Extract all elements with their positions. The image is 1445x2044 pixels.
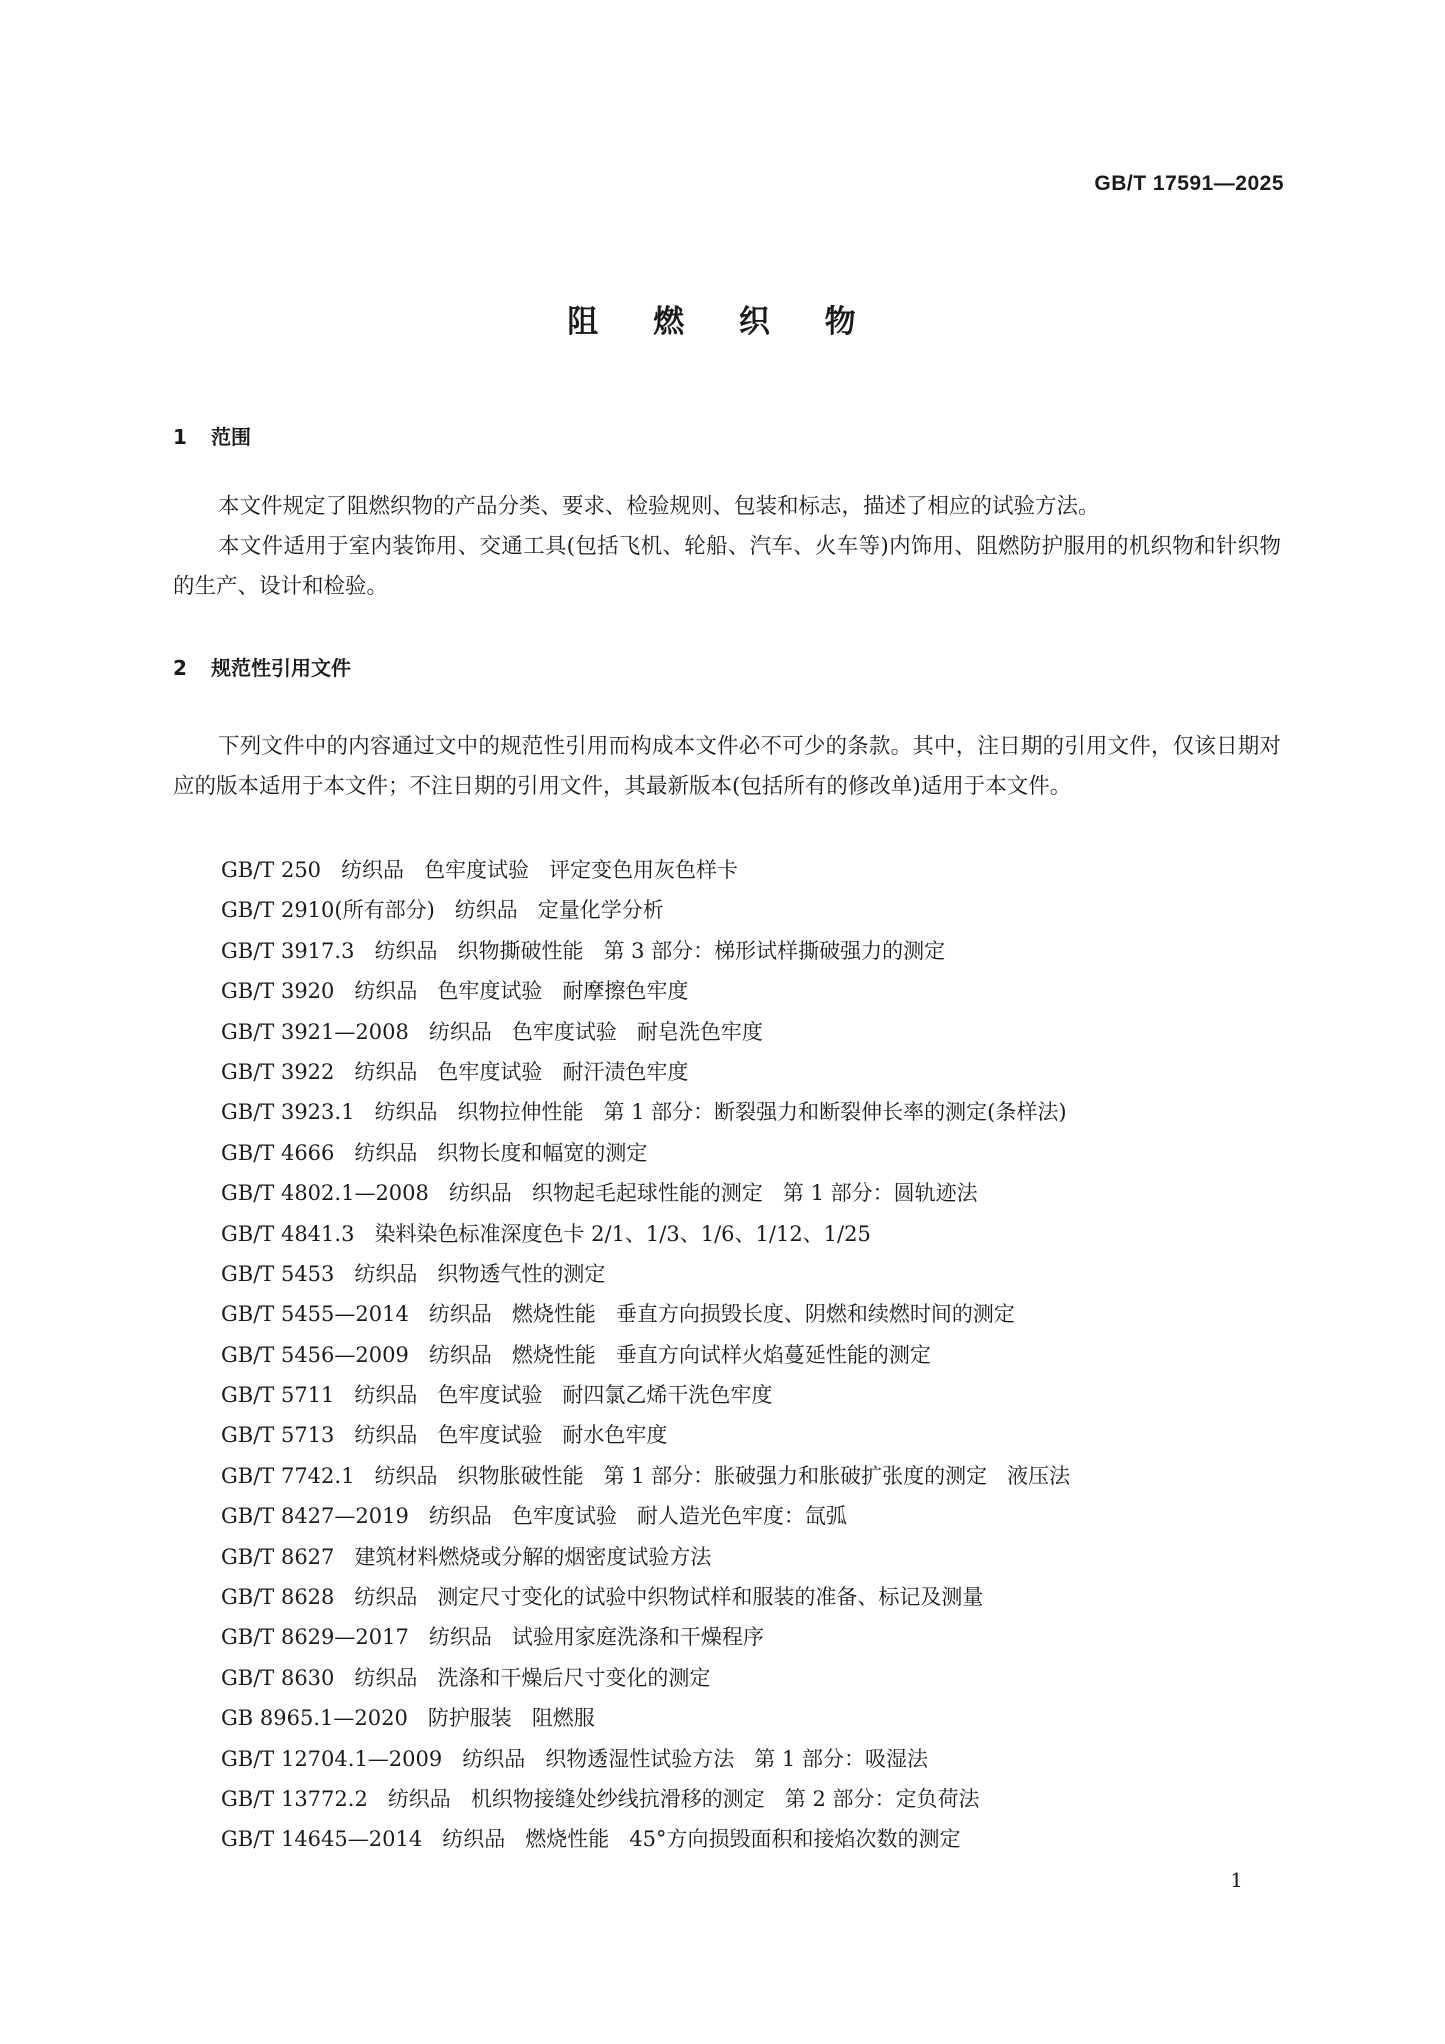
reference-title-part: 织物拉伸性能 [457,1100,584,1125]
reference-title-part: 纺织品 [354,1585,418,1610]
reference-title-part: 纺织品 [354,1665,418,1690]
reference-item [221,1092,1090,1132]
reference-title-part: 色牢度试验 [511,1019,617,1044]
reference-item [221,1375,1090,1415]
reference-code: GB/T 8427—2019 [221,1504,409,1529]
references-intro-paragraph: 下列文件中的内容通过文中的规范性引用而构成本文件必不可少的条款。其中，注日期的引用文件，仅该日期对应的版本适用于本文件；不注日期的引用文件，其最新版本(包括所有的修改单)适用于本文件。 [173,734,1281,799]
reference-title-part: 纺织品 [428,1504,492,1529]
reference-title-part: 燃烧性能 [511,1342,596,1367]
reference-code: GB/T 5456—2009 [221,1342,409,1367]
reference-title-part: 第 1 部分：圆轨迹法 [782,1181,978,1206]
reference-code: GB/T 4841.3 [221,1221,355,1246]
reference-title-part: 纺织品 [374,1100,438,1125]
reference-title-part: 纺织品 [428,1625,492,1650]
reference-item [221,1496,1090,1536]
reference-title-part: 耐汗渍色牢度 [562,1059,689,1084]
reference-code: GB/T 5455—2014 [221,1302,409,1327]
scope-paragraph-2: 本文件适用于室内装饰用、交通工具(包括飞机、轮船、汽车、火车等)内饰用、阻燃防护服用的机织物和针织物的生产、设计和检验。 [173,534,1281,599]
reference-title-part: 纺织品 [354,1140,418,1165]
reference-title-part: 耐皂洗色牢度 [636,1019,763,1044]
section-title: 规范性引用文件 [211,656,351,680]
reference-item [221,1617,1090,1657]
scope-paragraph-1: 本文件规定了阻燃织物的产品分类、要求、检验规则、包装和标志，描述了相应的试验方法。 [218,494,1100,519]
reference-title-part: 纺织品 [354,979,418,1004]
reference-title-part: 第 1 部分：胀破强力和胀破扩张度的测定 [603,1463,988,1488]
reference-title-part: 45°方向损毁面积和接焰次数的测定 [629,1827,961,1852]
reference-item [221,850,1090,890]
reference-code: GB/T 12704.1—2009 [221,1746,443,1771]
reference-code: GB/T 3922 [221,1059,335,1084]
reference-title-part: 纺织品 [354,1261,418,1286]
reference-title-part: 耐摩擦色牢度 [562,979,689,1004]
reference-title-part: 耐水色牢度 [562,1423,668,1448]
reference-code: GB/T 5711 [221,1383,335,1408]
reference-item [221,1456,1090,1496]
reference-title-part: 洗涤和干燥后尺寸变化的测定 [437,1665,711,1690]
reference-title-part: 色牢度试验 [437,1059,543,1084]
reference-title-part: 纺织品 [354,1059,418,1084]
reference-code: GB/T 5453 [221,1261,335,1286]
reference-title-part: 第 2 部分：定负荷法 [784,1786,980,1811]
reference-title-part: 燃烧性能 [525,1827,610,1852]
reference-item [221,1214,1090,1254]
reference-title-part: 第 1 部分：吸湿法 [754,1746,928,1771]
reference-title-part: 耐四氯乙烯干洗色牢度 [562,1383,773,1408]
document-title: 阻 燃 织 物 [567,304,878,340]
section-number: 2 [173,656,187,680]
reference-title-part: 纺织品 [341,858,405,882]
reference-title-part: 机织物接缝处纱线抗滑移的测定 [470,1786,765,1811]
reference-item [221,1577,1090,1617]
reference-item [221,1658,1090,1698]
reference-code: GB/T 8630 [221,1665,335,1690]
reference-title-part: 纺织品 [354,1383,418,1408]
reference-code: GB/T 3923.1 [221,1100,355,1125]
reference-code: GB/T 3920 [221,979,335,1004]
reference-item [221,1173,1090,1213]
reference-title-part: 定量化学分析 [537,898,664,923]
reference-item [221,1819,1090,1859]
reference-title-part: 织物撕破性能 [457,938,584,963]
reference-title-part: 色牢度试验 [437,1383,543,1408]
reference-title-part: 燃烧性能 [511,1302,596,1327]
section-1-heading [173,421,251,450]
reference-title-part: 织物胀破性能 [457,1463,584,1488]
reference-item [221,1294,1090,1334]
reference-title-part: 耐人造光色牢度：氙弧 [636,1504,847,1529]
reference-code: GB/T 250 [221,858,322,882]
reference-item [221,931,1090,971]
reference-item [221,1739,1090,1779]
reference-title-part: 阻燃服 [531,1706,595,1731]
reference-title-part: 纺织品 [428,1019,492,1044]
section-number: 1 [173,425,187,449]
standard-code: GB/T 17591—2025 [1094,172,1284,195]
reference-title-part: 建筑材料燃烧或分解的烟密度试验方法 [354,1544,712,1569]
reference-code: GB/T 2910(所有部分) [221,898,435,923]
reference-code: GB/T 8629—2017 [221,1625,409,1650]
reference-item [221,1779,1090,1819]
reference-code: GB/T 3917.3 [221,938,355,963]
reference-code: GB/T 7742.1 [221,1463,355,1488]
page-number: 1 [1230,1868,1243,1892]
reference-code: GB/T 3921—2008 [221,1019,409,1044]
reference-item [221,1415,1090,1455]
reference-title-part: 防护服装 [427,1706,512,1731]
reference-title-part: 纺织品 [354,1423,418,1448]
reference-item [221,971,1090,1011]
section-2-heading [173,652,351,681]
reference-title-part: 色牢度试验 [437,979,543,1004]
reference-title-part: 评定变色用灰色样卡 [549,858,739,882]
reference-title-part: 纺织品 [442,1827,506,1852]
reference-title-part: 织物透气性的测定 [437,1261,606,1286]
reference-item [221,1052,1090,1092]
reference-title-part: 色牢度试验 [424,858,530,882]
reference-title-part: 纺织品 [387,1786,451,1811]
reference-title-part: 纺织品 [428,1342,492,1367]
reference-title-part: 纺织品 [454,898,518,923]
reference-title-part: 垂直方向损毁长度、阴燃和续燃时间的测定 [615,1302,1015,1327]
reference-title-part: 第 1 部分：断裂强力和断裂伸长率的测定(条样法) [603,1100,1067,1125]
reference-title-part: 液压法 [1007,1463,1071,1488]
reference-code: GB/T 5713 [221,1423,335,1448]
reference-title-part: 色牢度试验 [511,1504,617,1529]
reference-code: GB/T 8627 [221,1544,335,1569]
normative-references-list [221,850,1090,1860]
reference-item [221,1254,1090,1294]
reference-item [221,1335,1090,1375]
reference-code: GB/T 8628 [221,1585,335,1610]
reference-code: GB/T 14645—2014 [221,1827,423,1852]
reference-title-part: 测定尺寸变化的试验中织物试样和服装的准备、标记及测量 [437,1585,984,1610]
reference-item [221,890,1090,930]
reference-title-part: 织物透湿性试验方法 [545,1746,735,1771]
reference-code: GB/T 13772.2 [221,1786,368,1811]
reference-title-part: 纺织品 [448,1181,512,1206]
reference-item [221,1537,1090,1577]
reference-title-part: 纺织品 [374,1463,438,1488]
reference-code: GB/T 4666 [221,1140,335,1165]
reference-title-part: 纺织品 [428,1302,492,1327]
reference-title-part: 试验用家庭洗涤和干燥程序 [511,1625,764,1650]
reference-title-part: 织物长度和幅宽的测定 [437,1140,648,1165]
reference-title-part: 色牢度试验 [437,1423,543,1448]
reference-code: GB 8965.1—2020 [221,1706,408,1731]
reference-item [221,1133,1090,1173]
reference-item [221,1698,1090,1738]
reference-item [221,1012,1090,1052]
reference-code: GB/T 4802.1—2008 [221,1181,429,1206]
reference-title-part: 垂直方向试样火焰蔓延性能的测定 [615,1342,931,1367]
reference-title-part: 纺织品 [374,938,438,963]
section-title: 范围 [211,425,251,449]
reference-title-part: 织物起毛起球性能的测定 [531,1181,763,1206]
reference-title-part: 纺织品 [462,1746,526,1771]
reference-title-part: 染料染色标准深度色卡 2/1、1/3、1/6、1/12、1/25 [374,1221,871,1246]
reference-title-part: 第 3 部分：梯形试样撕破强力的测定 [603,938,946,963]
